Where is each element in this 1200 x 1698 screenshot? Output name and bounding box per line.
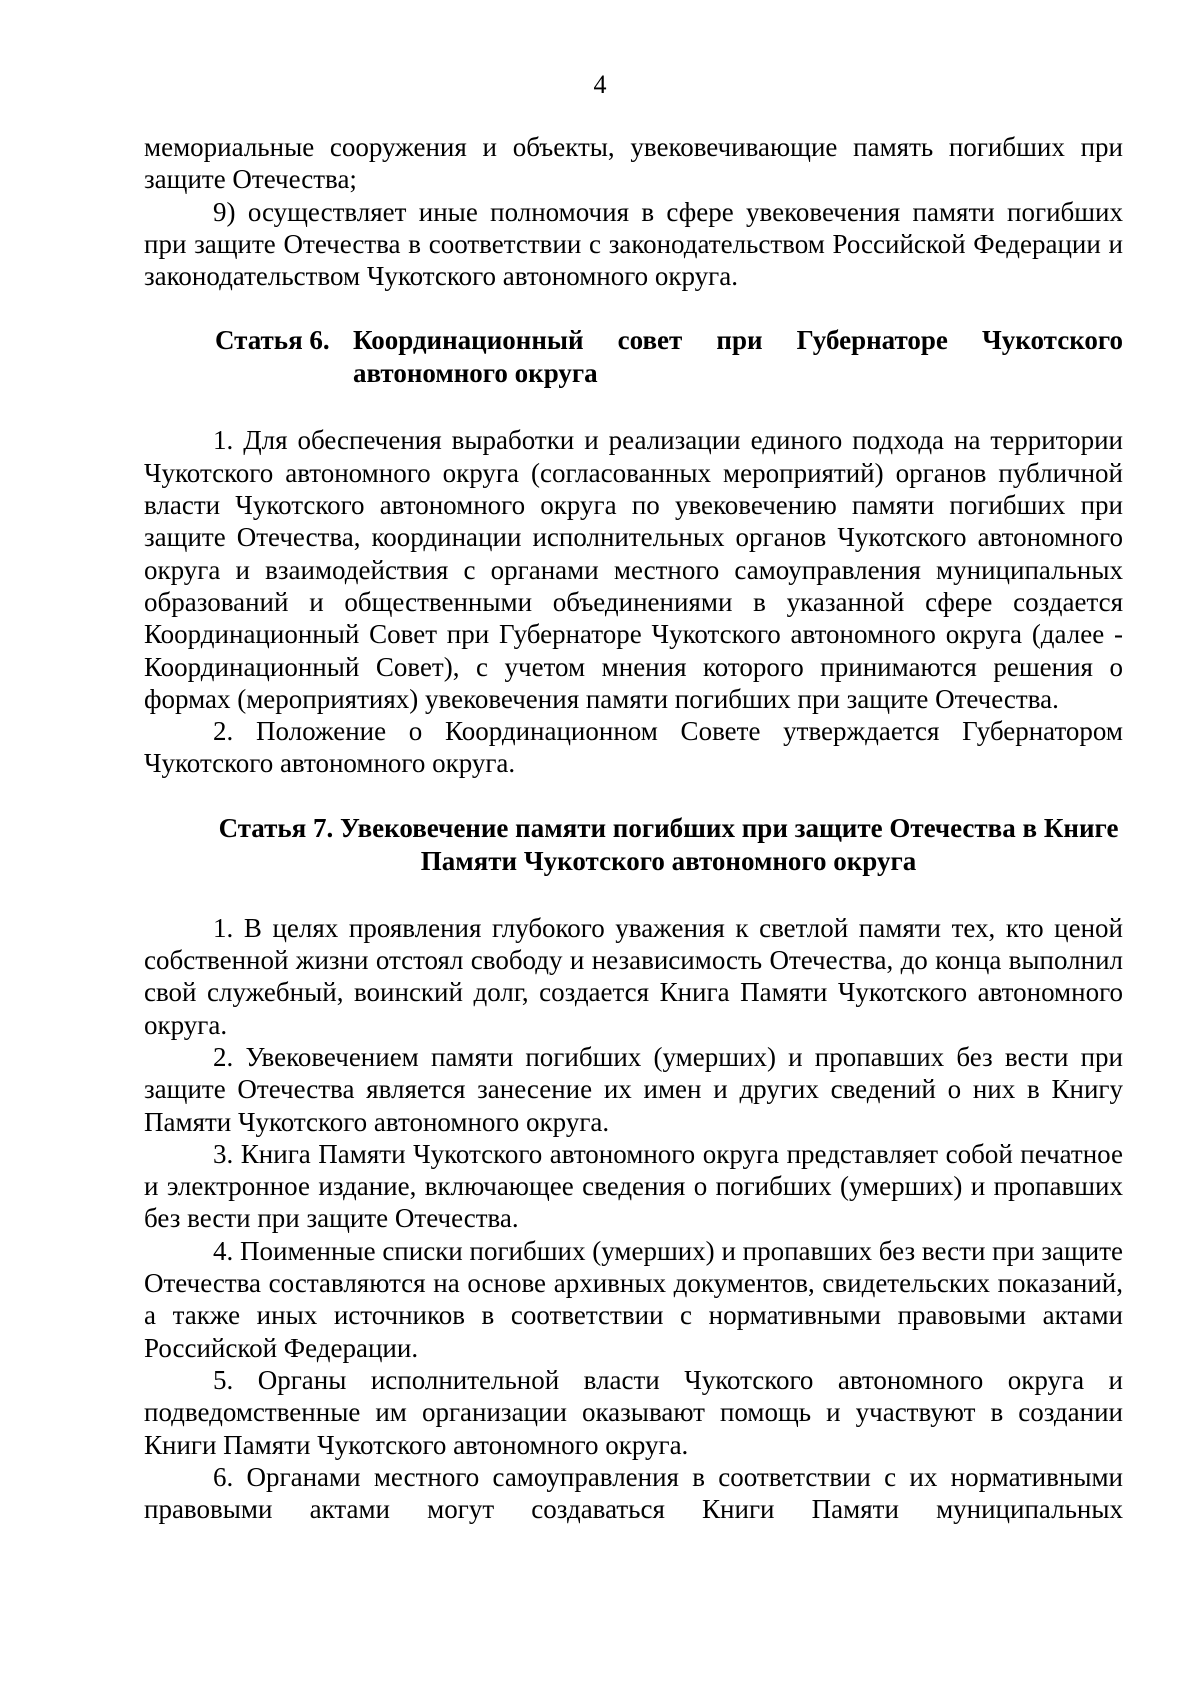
article-7-paragraph-5: 5. Органы исполнительной власти Чукотского автономного округа и подведомственные им организации оказывают помощь и участвуют в создании Книги Памяти Чукотского автономного округа. <box>144 1364 1123 1460</box>
article-7-paragraph-2: 2. Увековечением памяти погибших (умерших) и пропавших без вести при защите Отечества является занесение их имен и других сведений о них в Книгу Памяти Чукотского автономного округа. <box>144 1041 1123 1137</box>
page-number: 4 <box>593 70 607 99</box>
article-7-paragraph-6: 6. Органами местного самоуправления в соответствии с их нормативными правовыми актами могут создаваться Книги Памяти муниципальных <box>144 1461 1123 1525</box>
article-7-paragraph-1: 1. В целях проявления глубокого уважения к светлой памяти тех, кто ценой собственной жизни отстоял свободу и независимость Отечества, до конца выполнил свой служебный, воинский долг, создается Книга Памяти Чукотского автономного округа. <box>144 912 1123 1040</box>
spacer <box>144 292 1123 324</box>
article-7-label: Статья 7. <box>218 812 334 843</box>
spacer <box>144 390 1123 424</box>
article-7-title: Увековечение памяти погибших при защите Отечества в Книге Памяти Чукотского автономного округа <box>340 812 1119 876</box>
article-7-heading <box>144 812 1123 878</box>
paragraph-continuation: мемориальные сооружения и объекты, увековечивающие память погибших при защите Отечества; <box>144 132 1123 195</box>
article-6-paragraph-1: 1. Для обеспечения выработки и реализации единого подхода на территории Чукотского автономного округа (согласованных мероприятий) органов публичной власти Чукотского автономного округа по увековечению памяти погибших при защите Отечества, координации исполнительных органов Чукотского автономного округа и взаимодействия с органами местного самоуправления муниципальных образований и общественными объединениями в указанной сфере создается Координационный Совет при Губернаторе Чукотского автономного округа (далее - Координационный Совет), с учетом мнения которого принимаются решения о формах (мероприятиях) увековечения памяти погибших при защите Отечества. <box>144 425 1123 714</box>
article-6-heading <box>144 324 1123 390</box>
paragraph-item-9: 9) осуществляет иные полномочия в сфере увековечения памяти погибших при защите Отечества в соответствии с законодательством Российской Федерации и законодательством Чукотского автономного округа. <box>144 196 1123 292</box>
article-6-label: Статья 6. <box>215 325 330 356</box>
article-6-paragraph-2: 2. Положение о Координационном Совете утверждается Губернатором Чукотского автономного округа. <box>144 716 1123 779</box>
spacer <box>144 878 1123 912</box>
document-body <box>144 131 1123 1525</box>
article-7-paragraph-3: 3. Книга Памяти Чукотского автономного округа представляет собой печатное и электронное издание, включающее сведения о погибших (умерших) и пропавших без вести при защите Отечества. <box>144 1138 1123 1234</box>
article-6-title: Координационный совет при Губернаторе Чукотского автономного округа <box>353 325 1123 389</box>
spacer <box>144 780 1123 812</box>
article-7-paragraph-4: 4. Поименные списки погибших (умерших) и пропавших без вести при защите Отечества составляются на основе архивных документов, свидетельских показаний, а также иных источников в соответствии с нормативными правовыми актами Российской Федерации. <box>144 1235 1123 1363</box>
